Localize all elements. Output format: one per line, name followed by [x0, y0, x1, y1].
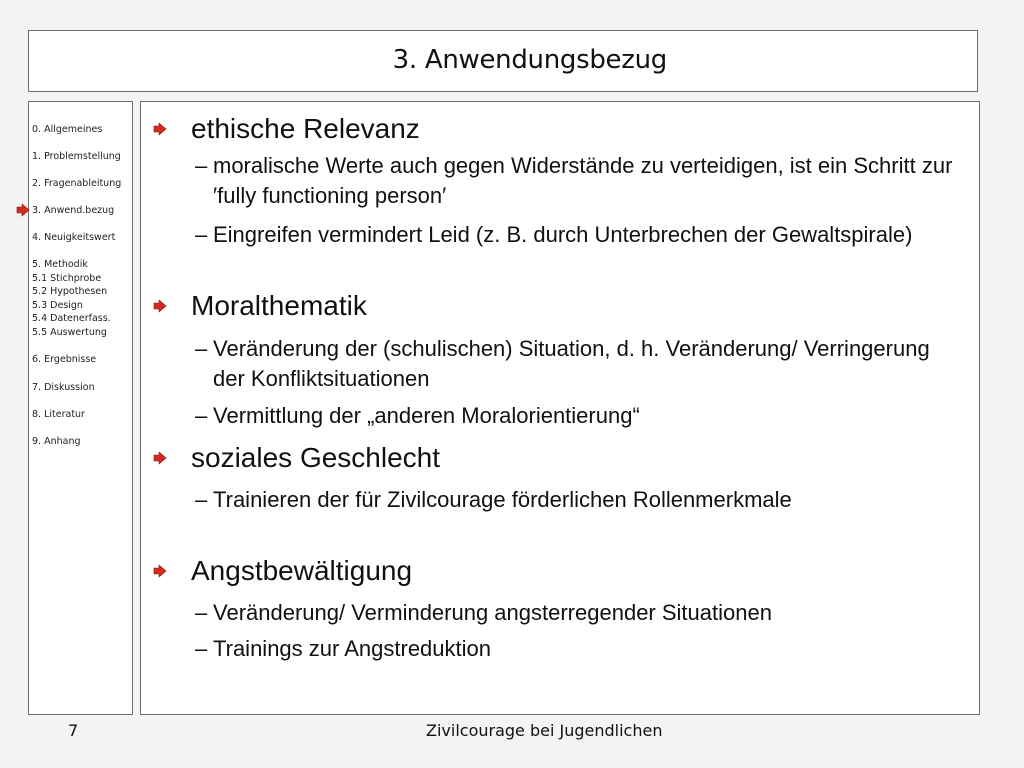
nav-item-anhang[interactable]: 9. Anhang — [32, 436, 81, 447]
nav-item-design[interactable]: 5.3 Design — [32, 300, 83, 311]
nav-item-methodik[interactable]: 5. Methodik — [32, 259, 88, 270]
dash-marker: – — [195, 600, 208, 625]
dash-marker: – — [195, 403, 208, 428]
red-arrow-bullet-icon — [153, 564, 167, 578]
red-arrow-bullet-icon — [153, 451, 167, 465]
title-bar — [28, 30, 978, 92]
nav-item-allgemeines[interactable]: 0. Allgemeines — [32, 124, 103, 135]
navigation-panel — [28, 101, 133, 715]
nav-item-literatur[interactable]: 8. Literatur — [32, 409, 85, 420]
sub-bullet-text: Trainieren der für Zivilcourage förderlichen Rollenmerkmale — [213, 487, 792, 512]
red-arrow-bullet-icon — [153, 122, 167, 136]
current-section-arrow-icon — [16, 203, 30, 217]
sub-bullet — [195, 334, 953, 394]
nav-item-auswertung[interactable]: 5.5 Auswertung — [32, 327, 107, 338]
sub-bullet-text: Trainings zur Angstreduktion — [213, 636, 491, 661]
sub-bullet — [195, 151, 953, 211]
nav-item-fragenableitung[interactable]: 2. Fragenableitung — [32, 178, 122, 189]
sub-bullet — [195, 401, 953, 431]
bullet-text: Moralthematik — [191, 290, 367, 321]
sub-bullet-text: Veränderung der (schulischen) Situation, d. h. Veränderung/ Verringerung der Konfliktsituationen — [213, 336, 930, 391]
bullet-text: soziales Geschlecht — [191, 442, 441, 473]
sub-bullet — [195, 485, 953, 515]
bullet-text: ethische Relevanz — [191, 113, 420, 144]
red-arrow-bullet-icon — [153, 299, 167, 313]
page-number: 7 — [68, 721, 79, 740]
nav-item-problemstellung[interactable]: 1. Problemstellung — [32, 151, 121, 162]
slide-title: 3. Anwendungsbezug — [392, 45, 667, 75]
nav-item-ergebnisse[interactable]: 6. Ergebnisse — [32, 354, 97, 365]
nav-item-label: 3. Anwend.bezug — [32, 205, 115, 216]
sub-bullet-text: moralische Werte auch gegen Widerstände zu verteidigen, ist ein Schritt zur ′fully functioning person′ — [213, 153, 953, 208]
dash-marker: – — [195, 487, 208, 512]
sub-bullet — [195, 220, 953, 250]
dash-marker: – — [195, 153, 208, 178]
sub-bullet-text: Veränderung/ Verminderung angsterregender Situationen — [213, 600, 772, 625]
sub-bullet-text: Eingreifen vermindert Leid (z. B. durch Unterbrechen der Gewaltspirale) — [213, 222, 913, 247]
nav-item-anwendbezug[interactable] — [32, 204, 114, 217]
nav-item-stichprobe[interactable]: 5.1 Stichprobe — [32, 273, 102, 284]
nav-item-diskussion[interactable]: 7. Diskussion — [32, 382, 95, 393]
dash-marker: – — [195, 336, 208, 361]
sub-bullet-text: Vermittlung der „anderen Moralorientierung“ — [213, 403, 640, 428]
content-panel — [140, 101, 980, 715]
footer-title: Zivilcourage bei Jugendlichen — [426, 721, 663, 740]
sub-bullet — [195, 634, 953, 664]
dash-marker: – — [195, 636, 208, 661]
bullet-text: Angstbewältigung — [191, 555, 413, 586]
nav-item-neuigkeitswert[interactable]: 4. Neuigkeitswert — [32, 232, 116, 243]
sub-bullet — [195, 598, 953, 628]
nav-item-hypothesen[interactable]: 5.2 Hypothesen — [32, 286, 108, 297]
nav-item-datenerfass[interactable]: 5.4 Datenerfass. — [32, 313, 111, 324]
dash-marker: – — [195, 222, 208, 247]
